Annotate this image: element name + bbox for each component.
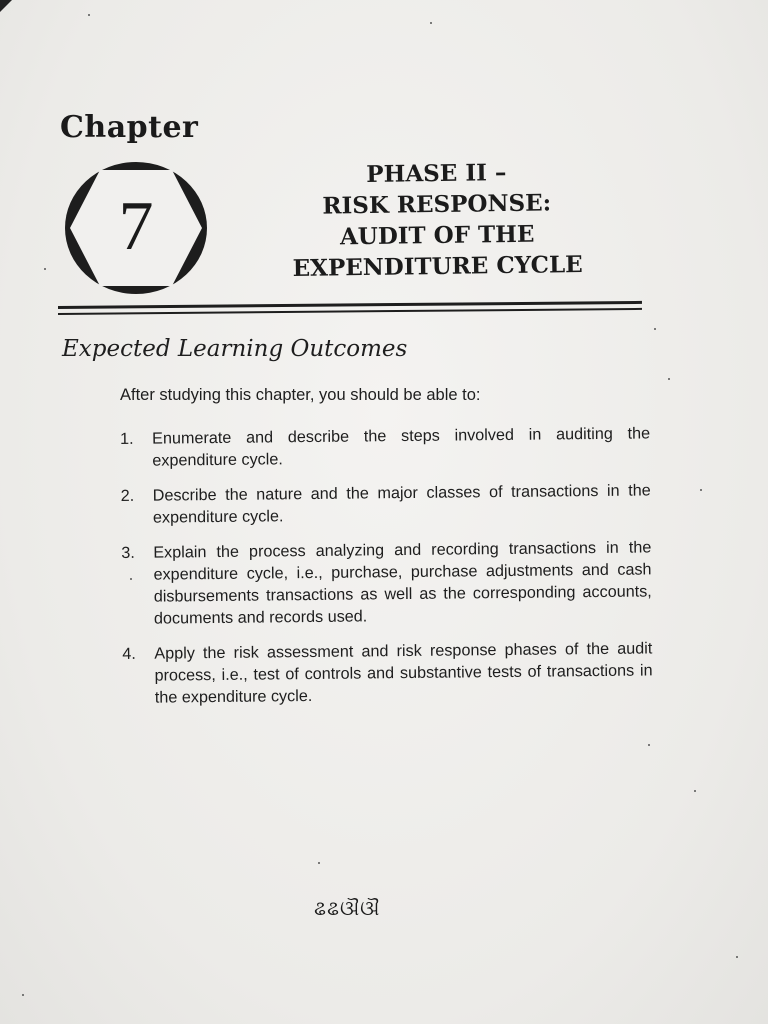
list-item [122, 637, 653, 709]
scan-speck [700, 489, 702, 491]
chapter-title [261, 156, 613, 285]
chapter-label: Chapter [60, 110, 199, 145]
list-item-text: Enumerate and describe the steps involved in auditing the expenditure cycle. [152, 424, 651, 470]
outcomes-list [120, 422, 653, 722]
scan-speck [318, 862, 320, 864]
title-divider-thin [58, 308, 642, 315]
scan-speck [668, 378, 670, 380]
scan-speck [430, 22, 432, 24]
list-item-number: 2. [120, 486, 135, 505]
list-item-number: 1. [120, 429, 134, 448]
list-item-number: 4. [122, 644, 136, 663]
list-item [121, 479, 651, 529]
list-item-number: 3. [121, 543, 135, 562]
chapter-title-line: EXPENDITURE CYCLE [292, 250, 583, 283]
page-corner-mark [0, 0, 12, 12]
list-item-text: Explain the process analyzing and recording transactions in the expenditure cycle, i.e., purchase, purchase adjustments and cash disbursements transactions as well as the corresponding accounts, documents and records used. [153, 538, 652, 628]
chapter-number-badge [62, 160, 210, 300]
list-item [120, 422, 650, 472]
chapter-title-line: PHASE II – [366, 159, 507, 188]
scan-speck [648, 744, 650, 746]
scan-speck [694, 790, 696, 792]
list-item-text: Apply the risk assessment and risk response phases of the audit process, i.e., test of controls and substantive tests of transactions in the expenditure cycle. [154, 639, 653, 707]
end-ornament: ଌଌଔଔ [314, 896, 381, 920]
chapter-title-line: AUDIT OF THE [339, 220, 535, 251]
scan-speck [88, 14, 90, 16]
section-heading: Expected Learning Outcomes [62, 336, 408, 362]
chapter-number: 7 [118, 188, 154, 265]
scan-speck [130, 578, 132, 580]
list-item [121, 536, 652, 630]
list-item-text: Describe the nature and the major classes of transactions in the expenditure cycle. [152, 481, 651, 527]
intro-text: After studying this chapter, you should be able to: [120, 386, 481, 404]
scan-speck [736, 956, 738, 958]
chapter-title-line: RISK RESPONSE: [322, 189, 552, 220]
scan-speck [44, 268, 46, 270]
scan-speck [22, 994, 24, 996]
scan-speck [654, 328, 656, 330]
